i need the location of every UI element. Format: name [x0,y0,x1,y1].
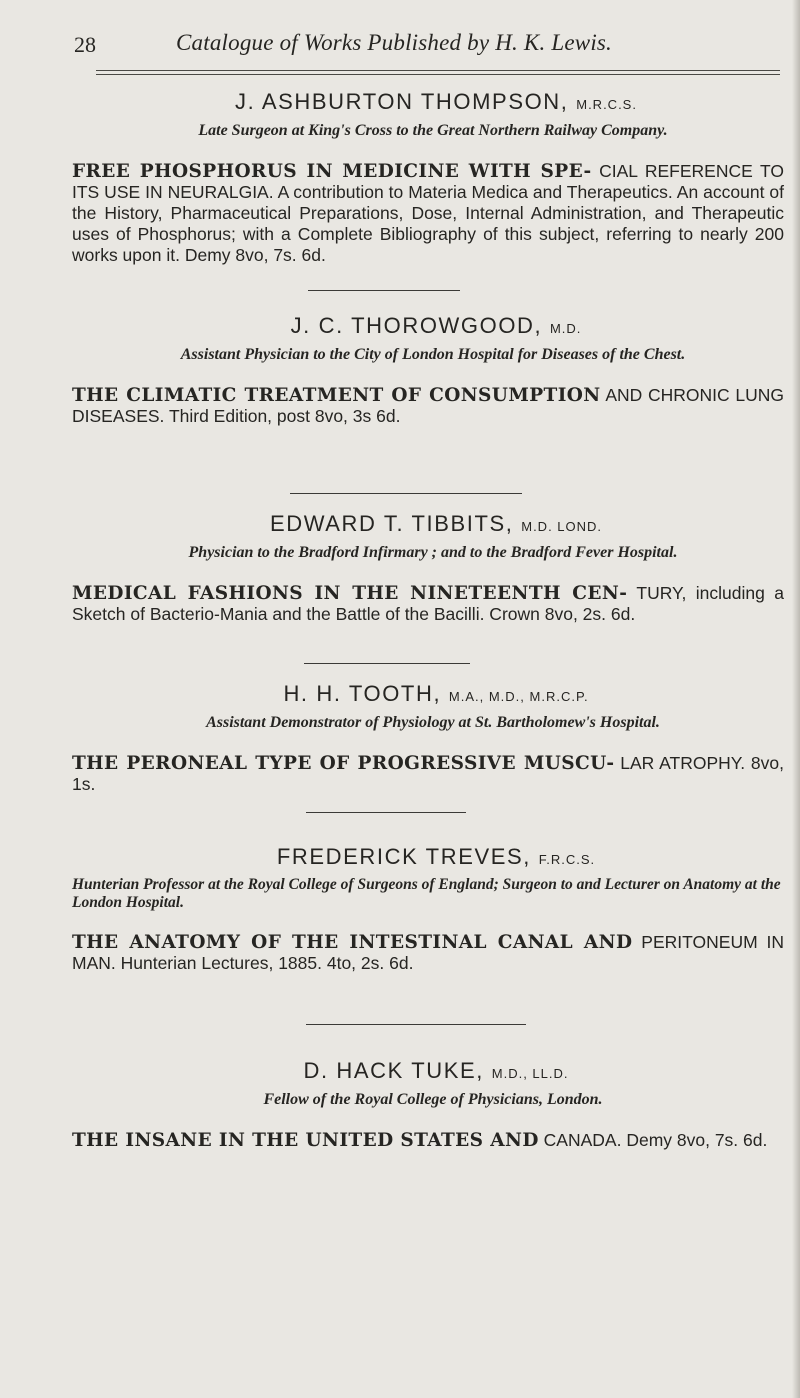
book-title: THE CLIMATIC TREATMENT OF CONSUMPTION [72,385,601,406]
author-line [72,843,784,874]
author-affiliation: Fellow of the Royal College of Physicians, London. [263,1091,603,1108]
author-name: J. C. THOROWGOOD, [290,313,543,338]
author-degree: M.D., LL.D. [491,1066,569,1081]
author-name: H. H. TOOTH, [283,681,442,706]
book-description: TURY, including a Sketch of Bacterio-Mania and the Battle of the Bacilli. Crown 8vo, 2s. 6d. [72,583,784,624]
book-description: PERITONEUM IN MAN. Hunterian Lectures, 1885. 4to, 2s. 6d. [72,932,785,973]
author-line [72,680,784,711]
section-divider [304,663,470,664]
book-entry [72,1130,784,1151]
book-title: THE PERONEAL TYPE OF PROGRESSIVE MUSCU- [72,753,615,774]
author-line [72,510,784,541]
author-line [72,1057,784,1088]
author-degree: M.A., M.D., M.R.C.P. [448,689,589,704]
author-name: FREDERICK TREVES, [276,844,532,869]
catalogue-entry [72,312,784,427]
catalogue-entry [72,510,784,625]
book-entry [72,385,784,427]
book-title: MEDICAL FASHIONS IN THE NINETEENTH CEN- [72,583,628,604]
author-affiliation: Assistant Demonstrator of Physiology at St. Bartholomew's Hospital. [206,714,660,731]
book-entry [72,932,784,974]
book-title: THE ANATOMY OF THE INTESTINAL CANAL AND [72,932,633,953]
book-description: CIAL REFERENCE TO ITS USE IN NEURALGIA. A contribution to Materia Medica and Therapeutics. An account of the History, Pharmaceutical Preparations, Dose, Internal Administration, and Therapeutic uses of Phosphorus; with a Complete Bibliography of this subject, referring to nearly 200 works upon it. Demy 8vo, 7s. 6d. [72,161,784,265]
author-affiliation: Hunterian Professor at the Royal College of Surgeons of England; Surgeon to and Lecturer on Anatomy at the London Hospital. [72,876,781,911]
running-title: Catalogue of Works Published by H. K. Lewis. [176,30,613,55]
book-title: FREE PHOSPHORUS IN MEDICINE WITH SPE- [72,161,592,182]
book-description: CANADA. Demy 8vo, 7s. 6d. [543,1130,768,1150]
author-degree: M.D. [549,321,582,336]
section-divider [306,812,466,813]
author-line [72,88,784,119]
book-entry [72,753,784,795]
header-rule [96,74,780,75]
catalogue-entry [72,843,784,974]
catalogue-entry [72,680,784,795]
author-affiliation: Physician to the Bradford Infirmary ; and to the Bradford Fever Hospital. [188,544,678,561]
author-degree: M.D. LOND. [521,519,603,534]
book-description: LAR ATROPHY. 8vo, 1s. [72,753,784,794]
page-edge-shadow [792,0,800,1398]
section-divider [290,493,522,494]
author-degree: F.R.C.S. [538,852,596,867]
author-affiliation: Assistant Physician to the City of London Hospital for Diseases of the Chest. [180,346,686,363]
section-divider [308,290,460,291]
author-name: EDWARD T. TIBBITS, [269,511,514,536]
author-affiliation: Late Surgeon at King's Cross to the Great Northern Railway Company. [198,122,668,139]
catalogue-entry [72,1057,784,1151]
page-header [0,28,800,68]
section-divider [306,1024,526,1025]
author-name: J. ASHBURTON THOMPSON, [235,89,569,114]
author-line [72,312,784,343]
book-title: THE INSANE IN THE UNITED STATES AND [72,1130,539,1151]
header-rule [96,70,780,71]
page-number: 28 [74,32,96,57]
author-name: D. HACK TUKE, [303,1058,485,1083]
book-entry [72,161,784,266]
author-degree: M.R.C.S. [576,97,637,112]
catalogue-entry [72,88,784,266]
book-entry [72,583,784,625]
book-description: AND CHRONIC LUNG DISEASES. Third Edition, post 8vo, 3s 6d. [72,385,784,426]
